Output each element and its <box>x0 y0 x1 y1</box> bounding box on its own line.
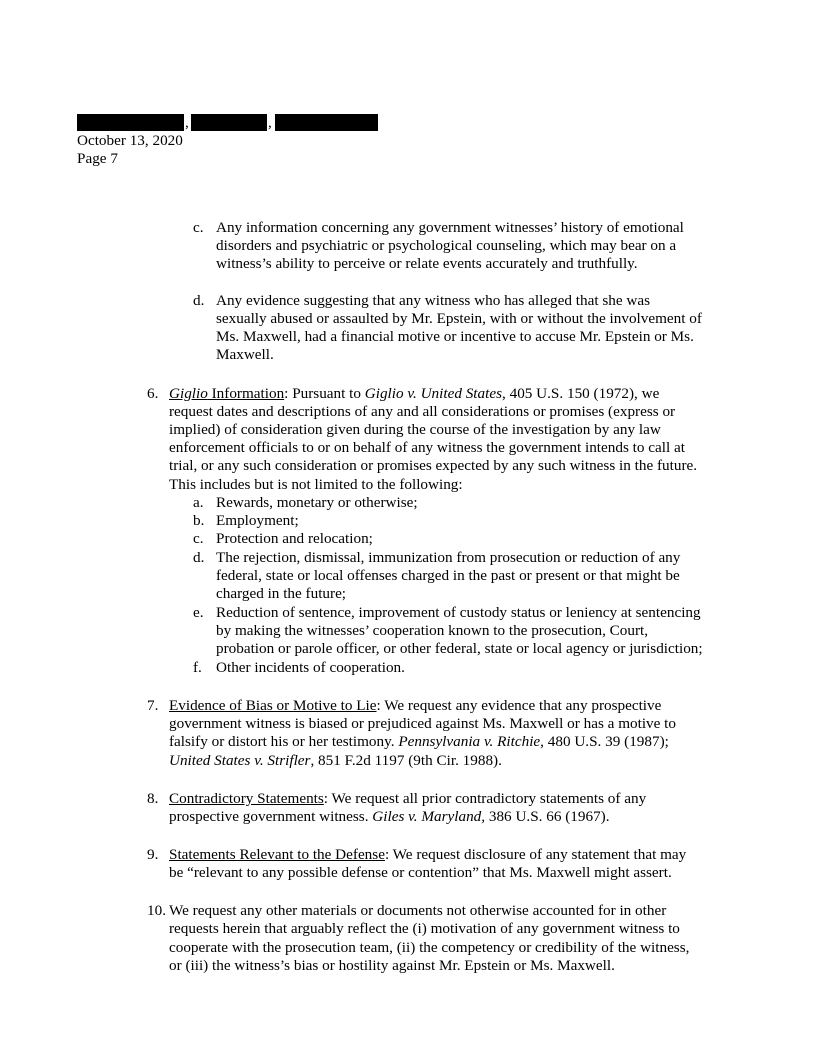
case-citation: Giglio v. United States <box>364 385 502 402</box>
subitem-line: federal, state or local offenses charged in the past or present or that might be <box>216 567 680 584</box>
item-7-line-1: Evidence of Bias or Motive to Lie: We request any evidence that any prospective <box>169 697 662 714</box>
subitem-line: Employment; <box>216 512 299 529</box>
subitem-line: Any information concerning any government witnesses’ history of emotional <box>216 219 684 236</box>
subitem-line: Any evidence suggesting that any witness who has alleged that she was <box>216 292 651 309</box>
subitem-line: The rejection, dismissal, immunization from prosecution or reduction of any <box>216 549 681 566</box>
subitem-letter: d. <box>193 549 205 566</box>
item-line: request dates and descriptions of any and all considerations or promises (express or <box>169 403 676 420</box>
item-7-heading: Evidence of Bias or Motive to Lie <box>169 697 377 714</box>
item-line: or (iii) the witness’s bias or hostility against Mr. Epstein or Ms. Maxwell. <box>169 957 615 974</box>
subitem-line: Reduction of sentence, improvement of custody status or leniency at sentencing <box>216 604 701 621</box>
item-line: This includes but is not limited to the following: <box>169 476 463 493</box>
case-citation: United States v. Strifler <box>169 752 311 769</box>
subitem-line: witness’s ability to perceive or relate events accurately and truthfully. <box>216 255 638 272</box>
item-line: trial, or any such consideration or promises expected by any such witness in the future. <box>169 457 698 474</box>
subitem-line: Other incidents of cooperation. <box>216 659 405 676</box>
separator: , <box>268 114 272 131</box>
item-line: prospective government witness. Giles v. Maryland, 386 U.S. 66 (1967). <box>169 808 610 825</box>
subitem-line: probation or parole officer, or other federal, state or local agency or jurisdiction; <box>216 640 703 657</box>
item-line: requests herein that arguably reflect the (i) motivation of any government witness to <box>169 920 680 937</box>
subitem-letter: f. <box>193 659 202 676</box>
subitem-letter: e. <box>193 604 204 621</box>
letter-date: October 13, 2020 <box>77 132 183 149</box>
item-number: 9. <box>147 846 159 863</box>
subitem-line: charged in the future; <box>216 585 347 602</box>
item-line: be “relevant to any possible defense or contention” that Ms. Maxwell might assert. <box>169 864 672 881</box>
subitem-line: Ms. Maxwell, had a financial motive or incentive to accuse Mr. Epstein or Ms. <box>216 328 694 345</box>
item-9-heading: Statements Relevant to the Defense <box>169 846 385 863</box>
item-line: implied) of consideration given during the course of the investigation by any law <box>169 421 661 438</box>
item-number: 8. <box>147 790 159 807</box>
subitem-line: disorders and psychiatric or psychological counseling, which may bear on a <box>216 237 677 254</box>
item-9-line-1: Statements Relevant to the Defense: We request disclosure of any statement that may <box>169 846 687 863</box>
item-line: We request any other materials or documents not otherwise accounted for in other <box>169 902 667 919</box>
item-6-line-1: Giglio Information: Pursuant to Giglio v. United States, 405 U.S. 150 (1972), we <box>169 385 660 402</box>
case-citation: Pennsylvania v. Ritchie <box>398 733 541 750</box>
subitem-letter: c. <box>193 219 204 236</box>
subitem-letter: a. <box>193 494 204 511</box>
subitem-line: Rewards, monetary or otherwise; <box>216 494 418 511</box>
item-line: government witness is biased or prejudiced against Ms. Maxwell or has a motive to <box>169 715 676 732</box>
page-number: Page 7 <box>77 150 118 167</box>
item-6-heading: Giglio Information <box>169 385 285 402</box>
item-number: 6. <box>147 385 159 402</box>
item-line: cooperate with the prosecution team, (ii) the competency or credibility of the witness, <box>169 939 690 956</box>
item-line: enforcement officials to or on behalf of any witness the government intends to call at <box>169 439 685 456</box>
subitem-letter: b. <box>193 512 205 529</box>
item-number: 10. <box>147 902 166 919</box>
item-line: falsify or distort his or her testimony. Pennsylvania v. Ritchie, 480 U.S. 39 (1987); <box>169 733 669 750</box>
item-number: 7. <box>147 697 159 714</box>
item-8-heading: Contradictory Statements <box>169 790 324 807</box>
subitem-letter: c. <box>193 530 204 547</box>
subitem-line: Maxwell. <box>216 346 274 363</box>
item-8-line-1: Contradictory Statements: We request all prior contradictory statements of any <box>169 790 647 807</box>
item-line: United States v. Strifler, 851 F.2d 1197 (9th Cir. 1988). <box>169 752 502 769</box>
subitem-line: sexually abused or assaulted by Mr. Epstein, with or without the involvement of <box>216 310 702 327</box>
redaction-bar <box>275 114 378 131</box>
subitem-line: by making the witnesses’ cooperation known to the prosecution, Court, <box>216 622 649 639</box>
subitem-line: Protection and relocation; <box>216 530 373 547</box>
case-citation: Giles v. Maryland, <box>372 808 486 825</box>
subitem-letter: d. <box>193 292 205 309</box>
redaction-bar <box>191 114 267 131</box>
redaction-bar <box>77 114 184 131</box>
separator: , <box>185 114 189 131</box>
